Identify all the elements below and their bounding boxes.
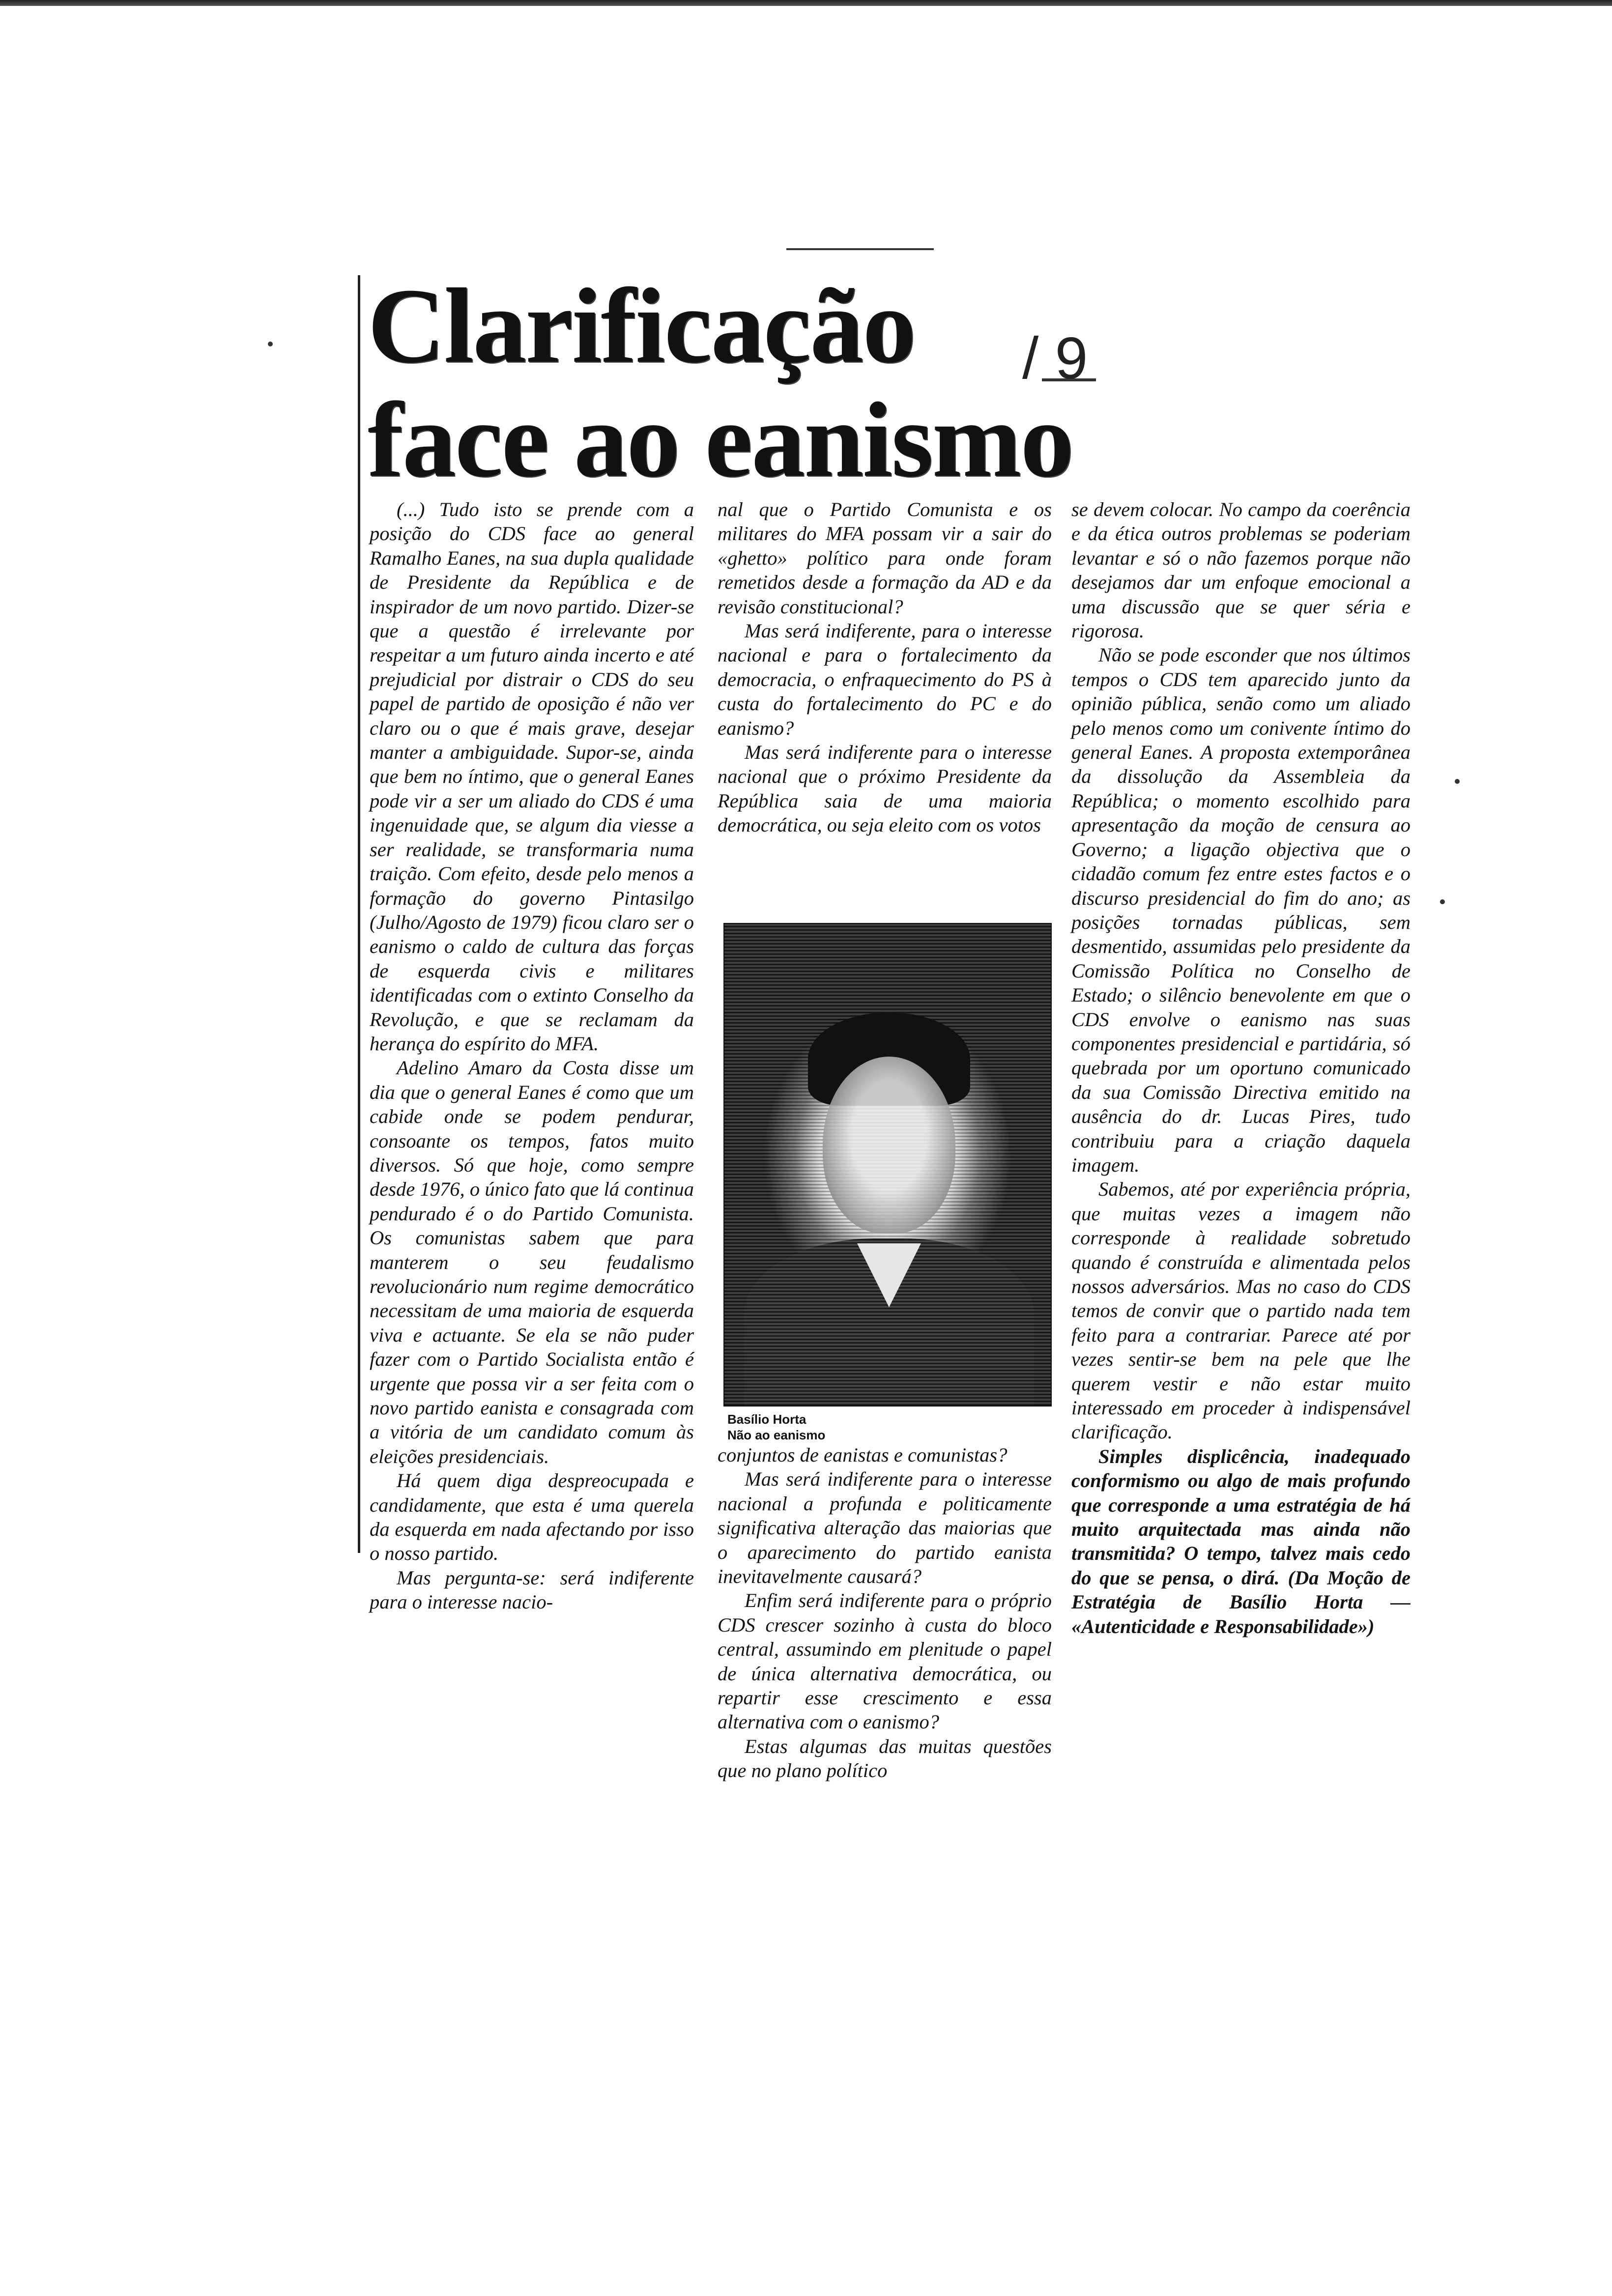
paragraph: Sabemos, até por experiência própria, que muitas vezes a imagem não corresponde à realidade sobretudo quando é construída e alimentada pelos nossos adversários. Mas no caso do CDS temos de convir que o partido nada tem feito para a contrariar. Parece até por vezes sentir-se bem na pele que lhe querem vestir e não estar muito interessado em proceder à indispensável clarificação. bbox=[1071, 1178, 1410, 1443]
headline-line-1: Clarificação bbox=[368, 267, 916, 385]
article-headline bbox=[368, 269, 1301, 497]
paragraph: (...) Tudo isto se prende com a posição do CDS face ao general Ramalho Eanes, na sua dupla qualidade de Presidente da República e de inspirador de um novo partido. Dizer-se que a questão é irrelevante por respeitar a um futuro ainda incerto e até prejudicial por distrair o CDS do seu papel de partido de oposição é não ver claro ou o que é mais grave, desejar manter a ambiguidade. Supor-se, ainda que bem no íntimo, que o general Eanes pode vir a ser um aliado do CDS é uma ingenuidade que, se algum dia viesse a ser realidade, se transformaria numa traição. Com efeito, desde pelo menos a formação do governo Pintasilgo (Julho/Agosto de 1979) ficou claro ser o eanismo o caldo de cultura das forças de esquerda civis e militares identificadas com o extinto Conselho da Revolução, e que se reclamam da herança do espírito do MFA. bbox=[370, 498, 694, 1055]
article-column-3 bbox=[1071, 497, 1410, 1638]
scan-top-edge bbox=[0, 0, 1612, 6]
paragraph: conjuntos de eanistas e comunistas? bbox=[718, 1444, 1008, 1466]
headline-line-2: face ao eanismo bbox=[368, 381, 1073, 499]
paragraph: Mas será indiferente para o interesse nacional que o próximo Presidente da República saia de uma maioria democrática, ou seja eleito com os votos bbox=[718, 741, 1052, 836]
paragraph: Enfim será indiferente para o próprio CDS crescer sozinho à custa do bloco central, assumindo em plenitude o papel de única alternativa democrática, ou repartir esse crescimento e essa alternativa com o eanismo? bbox=[718, 1589, 1052, 1733]
article-column-2-top bbox=[718, 497, 1052, 837]
photo-caption bbox=[727, 1411, 825, 1443]
article-column-1 bbox=[370, 497, 694, 1614]
paragraph: Não se pode esconder que nos últimos tempos o CDS tem aparecido junto da opinião pública, senão como um aliado pelo menos como um conivente íntimo do general Eanes. A proposta extemporânea da dissolução da Assembleia da República; o momento escolhido para apresentação da moção de censura ao Governo; a ligação objectiva que o cidadão comum fez entre estes factos e o discurso presidencial do fim do ano; as posições tornadas públicas, sem desmentido, assumidas pelo presidente da Comissão Política no Conselho de Estado; o silêncio benevolente em que o CDS envolve o eanismo nas suas componentes presidencial e partidária, só quebrada por um oportuno comunicado da sua Comissão Directiva emitido na ausência do dr. Lucas Pires, tudo contribuiu para a criação daquela imagem. bbox=[1071, 644, 1410, 1176]
scan-speck bbox=[268, 342, 273, 346]
caption-text: Não ao eanismo bbox=[727, 1428, 826, 1442]
divider-dash bbox=[786, 248, 934, 250]
portrait-photo bbox=[723, 923, 1052, 1406]
paragraph: nal que o Partido Comunista e os militares do MFA possam vir a sair do «ghetto» político para onde foram remetidos desde a formação da AD e da revisão constitucional? bbox=[718, 498, 1052, 618]
caption-name: Basílio Horta bbox=[727, 1412, 806, 1427]
paragraph: Simples displicência, inadequado conformismo ou algo de mais profundo que corresponde a uma estratégia de há muito arquitectada mas ainda não transmitida? O tempo, talvez mais cedo do que se pensa, o dirá. (Da Moção de Estratégia de Basílio Horta — «Autenticidade e Responsabilidade») bbox=[1071, 1445, 1410, 1637]
handwritten-mark: / 9 bbox=[1022, 325, 1088, 391]
paragraph: Estas algumas das muitas questões que no plano político bbox=[718, 1735, 1052, 1782]
paragraph: se devem colocar. No campo da coerência e da ética outros problemas se poderiam levantar e só o não fazemos porque não desejamos dar um enfoque emocional a uma discussão que se quer séria e rigorosa. bbox=[1071, 498, 1410, 642]
paragraph: Mas pergunta-se: será indiferente para o interesse nacio- bbox=[370, 1566, 694, 1613]
scan-speck bbox=[1455, 779, 1460, 784]
paragraph: Mas será indiferente para o interesse nacional a profunda e politicamente significativa alteração das maiorias que o aparecimento do partido eanista inevitavelmente causará? bbox=[718, 1468, 1052, 1588]
photo-face bbox=[823, 1057, 955, 1234]
paragraph: Mas será indiferente, para o interesse nacional e para o fortalecimento da democracia, o enfraquecimento do PS à custa do fortalecimento do PC e do eanismo? bbox=[718, 620, 1052, 739]
scan-speck bbox=[1440, 899, 1445, 904]
paragraph: Há quem diga despreocupada e candidamente, que esta é uma querela da esquerda em nada afectando por isso o nosso partido. bbox=[370, 1469, 694, 1565]
paragraph: Adelino Amaro da Costa disse um dia que o general Eanes é como que um cabide onde se podem pendurar, consoante os tempos, fatos muito diversos. Só que hoje, como sempre desde 1976, o único fato que lá continua pendurado é o do Partido Comunista. Os comunistas sabem que para manterem o seu feudalismo revolucionário num regime democrático necessitam de uma maioria de esquerda viva e actuante. Se ela se não puder fazer com o Partido Socialista então é urgente que possa vir a ser feita com o novo partido eanista e consagrada com a vitória de um candidato comum às eleições presidenciais. bbox=[370, 1057, 694, 1467]
margin-rule bbox=[358, 275, 360, 1553]
article-column-2-bottom bbox=[718, 1443, 1052, 1783]
